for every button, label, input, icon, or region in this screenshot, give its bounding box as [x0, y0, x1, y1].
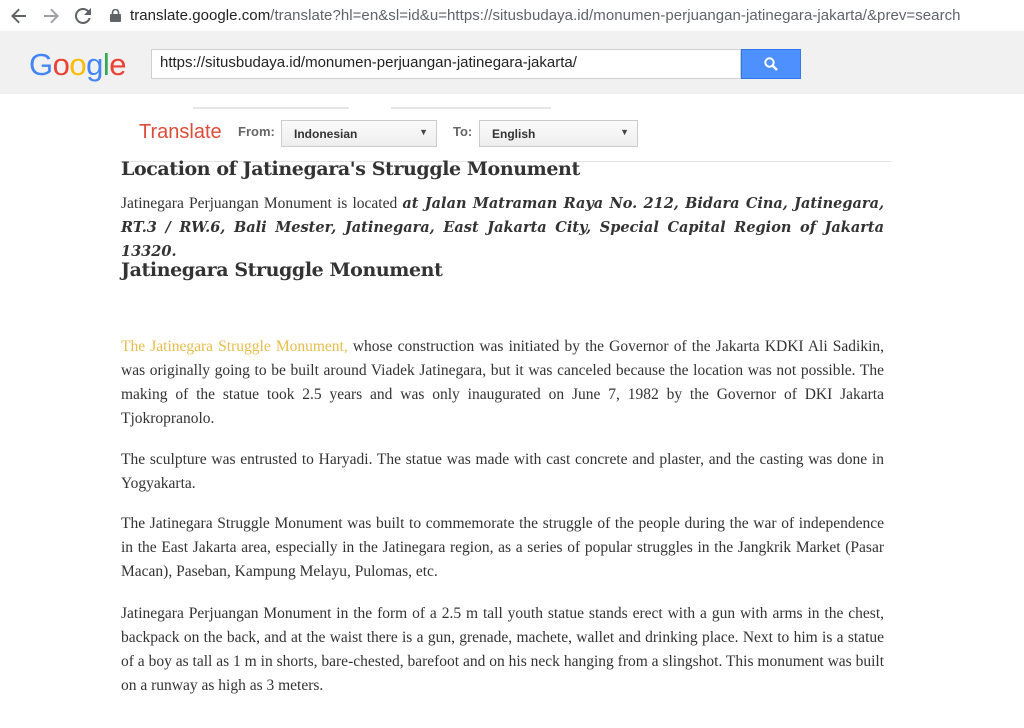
reload-icon[interactable] [70, 3, 96, 29]
logo-letter: o [52, 47, 70, 82]
search-icon [764, 57, 778, 71]
dropdown-caret-icon: ▼ [620, 127, 629, 137]
logo-letter: o [69, 47, 87, 82]
browser-toolbar [0, 0, 1024, 31]
dropdown-caret-icon: ▼ [419, 127, 428, 137]
article-paragraph [121, 335, 884, 431]
article-paragraph: Jatinegara Perjuangan Monument in the form of a 2.5 m tall youth statue stands erect with a gun with arms in the chest, backpack on the back, and at the waist there is a gun, grenade, machete, wallet and drinking place. Next to him is a statue of a boy as tall as 1 m in shorts, bare-chested, barefoot and on his neck hanging from a slingshot. This monument was built on a runway as high as 3 meters. [121, 605, 884, 694]
to-label: To: [453, 124, 473, 139]
tab-outline [193, 107, 349, 109]
logo-letter: G [29, 47, 53, 82]
address-bar[interactable] [130, 7, 961, 24]
from-language-select[interactable] [281, 120, 437, 147]
article-link[interactable]: The Jatinegara Struggle Monument, [121, 338, 348, 355]
url-input[interactable]: https://situsbudaya.id/monumen-perjuangan-jatinegara-jakarta/ [151, 49, 741, 79]
translate-title: Translate [139, 121, 222, 143]
logo-letter: l [102, 47, 110, 82]
back-arrow-icon[interactable] [6, 3, 32, 29]
lock-icon[interactable] [108, 9, 122, 23]
search-button[interactable] [741, 49, 801, 79]
article-paragraph: The sculpture was entrusted to Haryadi. The statue was made with cast concrete and plaster, and the casting was done in Yogyakarta. [121, 451, 884, 492]
url-host: translate.google.com [130, 7, 271, 24]
section-heading: Jatinegara Struggle Monument [121, 259, 443, 281]
translate-bar [0, 94, 1024, 154]
article-paragraph: The Jatinegara Struggle Monument was built to commemorate the struggle of the people during the war of independence in the East Jakarta area, especially in the Jatinegara region, as a series of popular struggles in the Jangkrik Market (Pasar Macan), Paseban, Kampung Melayu, Pulomas, etc. [121, 515, 884, 580]
tab-outline [391, 107, 551, 109]
address-text: at Jalan Matraman Raya No. 212, Bidara Cina, Jatinegara, RT.3 / RW.6, Bali Mester, Jatinegara, East Jakarta City, Special Capital Region of Jakarta 13320. [121, 195, 885, 260]
logo-letter: g [86, 47, 103, 82]
location-paragraph [121, 192, 884, 264]
google-logo[interactable] [29, 47, 126, 83]
paragraph-text: Jatinegara Perjuangan Monument is located [121, 195, 403, 212]
url-path: /translate?hl=en&sl=id&u=https://situsbudaya.id/monumen-perjuangan-jatinegara-jakarta/&prev=search [270, 7, 961, 24]
google-translate-header [0, 31, 1024, 94]
logo-letter: e [109, 47, 127, 82]
from-language-value: Indonesian [294, 127, 358, 141]
forward-arrow-icon[interactable] [38, 3, 64, 29]
section-heading: Location of Jatinegara's Struggle Monument [121, 158, 580, 180]
paragraph-text: whose construction was initiated by the Governor of the Jakarta KDKI Ali Sadikin, was originally going to be built around Viadek Jatinegara, but it was canceled because the location was not possible. The making of the statue took 2.5 years and was only inaugurated on June 7, 1982 by the Governor of DKI Jakarta Tjokropranolo. [121, 338, 884, 427]
from-label: From: [238, 124, 275, 139]
to-language-select[interactable] [479, 120, 638, 147]
to-language-value: English [492, 127, 536, 141]
